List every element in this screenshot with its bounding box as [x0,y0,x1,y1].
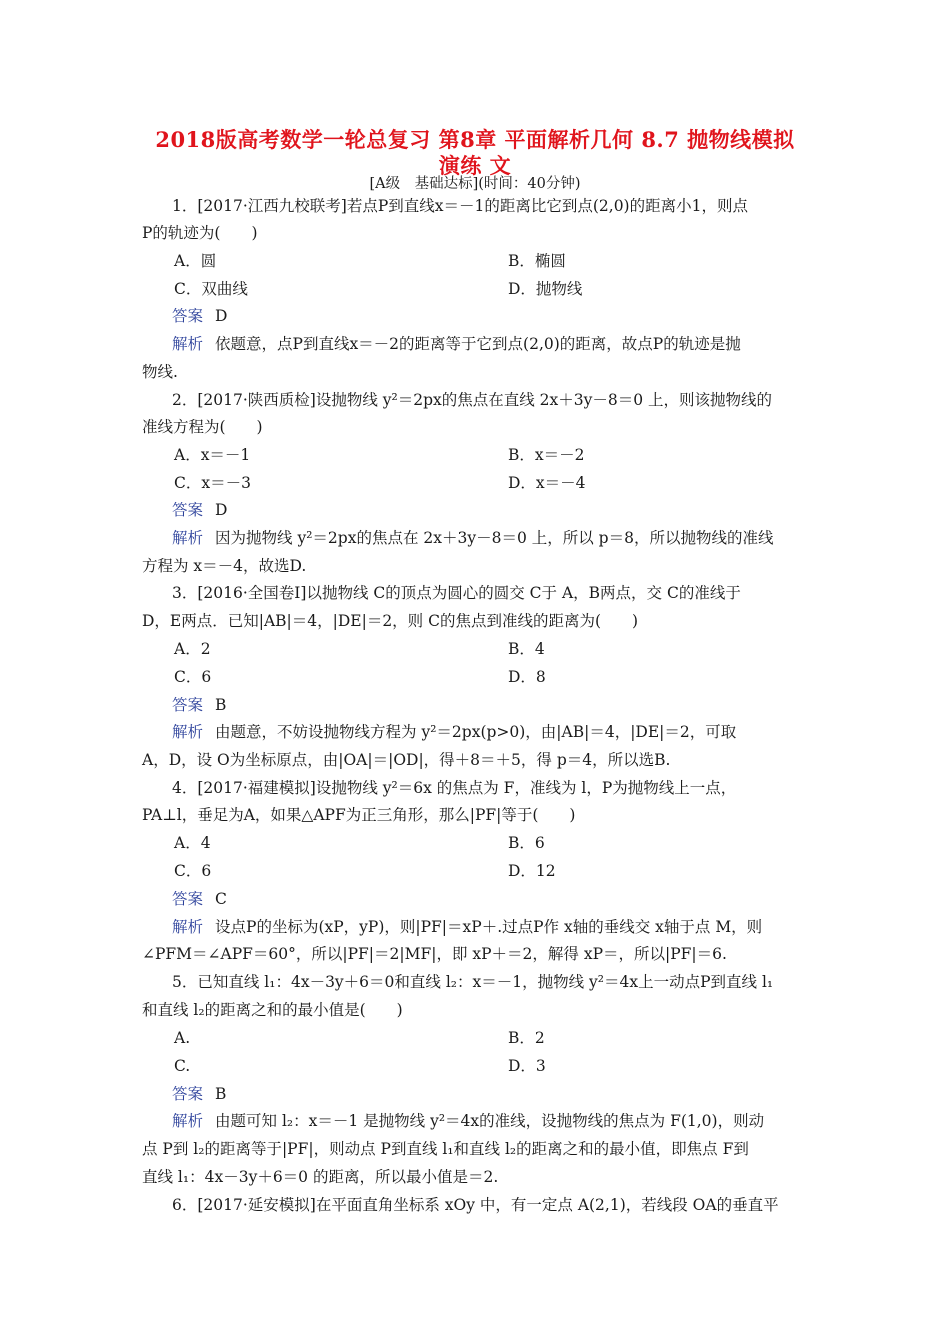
q1-stem-line1: 1．[2017·江西九校联考]若点P到直线x＝－1的距离比它到点(2,0)的距离小1，则点 [172,197,748,215]
section-subtitle: [A级 基础达标](时间：40分钟) [369,176,581,192]
q3-analysis-text1: 由题意，不妨设抛物线方程为 y²＝2px(p>0)，由|AB|＝4，|DE|＝2，可取 [215,723,737,741]
q5-option-c: C. [174,1057,191,1075]
q5-option-b: B．2 [508,1029,545,1047]
q5-stem-line2: 和直线 l₂的距离之和的最小值是( ) [142,1001,403,1019]
q1-option-d: D．抛物线 [508,280,583,298]
q4-stem-line2: PA⊥l，垂足为A，如果△APF为正三角形，那么|PF|等于( ) [142,806,576,824]
q3-analysis-line2: A，D，设 O为坐标原点，由|OA|＝|OD|，得＋8＝＋5，得 p＝4，所以选B. [142,751,671,769]
answer-tag: 答案 [172,501,204,519]
q1-option-c: C．双曲线 [174,280,248,298]
q3-option-c: C．6 [174,668,212,686]
q2-option-a: A．x＝－1 [174,446,251,464]
q3-option-d: D．8 [508,668,546,686]
q5-answer [172,1084,842,1104]
q6-stem-line1: 6．[2017·延安模拟]在平面直角坐标系 xOy 中，有一定点 A(2,1)，若线段 OA的垂直平 [172,1196,779,1214]
q3-stem-line1: 3．[2016·全国卷Ⅰ]以抛物线 C的顶点为圆心的圆交 C于 A，B两点，交 C的准线于 [172,584,741,602]
q1-analysis-line2: 物线. [142,363,178,381]
q4-answer [172,889,842,909]
analysis-tag: 解析 [172,918,204,936]
q4-analysis-line2: ∠PFM＝∠APF＝60°，所以|PF|＝2|MF|，即 xP＋＝2，解得 xP＝，所以|PF|＝6. [142,945,727,963]
q3-option-b: B．4 [508,640,545,658]
q3-stem-line2: D，E两点．已知|AB|＝4，|DE|＝2，则 C的焦点到准线的距离为( ) [142,612,639,630]
analysis-tag: 解析 [172,723,204,741]
q2-analysis-text1: 因为抛物线 y²＝2px的焦点在 2x＋3y－8＝0 上，所以 p＝8，所以抛物线的准线 [215,529,774,547]
q2-answer-value: D [215,501,228,519]
q3-option-a: A．2 [174,640,211,658]
q1-option-a: A．圆 [174,252,217,270]
q4-analysis-text1: 设点P的坐标为(xP，yP)，则|PF|＝xP＋.过点P作 x轴的垂线交 x轴于点 M，则 [215,918,763,936]
q4-option-a: A．4 [174,834,211,852]
q3-answer-value: B [215,696,227,714]
answer-tag: 答案 [172,307,204,325]
analysis-tag: 解析 [172,1112,204,1130]
q5-analysis-text1: 由题可知 l₂：x＝－1 是抛物线 y²＝4x的准线，设抛物线的焦点为 F(1,0)，则动 [215,1112,765,1130]
q5-analysis-line3: 直线 l₁：4x－3y＋6＝0 的距离，所以最小值是＝2. [142,1168,499,1186]
q3-analysis-line1 [172,722,842,742]
answer-tag: 答案 [172,696,204,714]
q2-stem-line1: 2．[2017·陕西质检]设抛物线 y²＝2px的焦点在直线 2x＋3y－8＝0 上，则该抛物线的 [172,391,773,409]
q1-answer-value: D [215,307,228,325]
q1-analysis-text1: 依题意，点P到直线x＝－2的距离等于它到点(2,0)的距离，故点P的轨迹是抛 [215,335,741,353]
q5-stem-line1: 5．已知直线 l₁：4x－3y＋6＝0和直线 l₂：x＝－1，抛物线 y²＝4x上一动点P到直线 l₁ [172,973,774,991]
q1-analysis-line1 [172,334,842,354]
q5-answer-value: B [215,1085,227,1103]
analysis-tag: 解析 [172,529,204,547]
q2-option-c: C．x＝－3 [174,474,251,492]
answer-tag: 答案 [172,1085,204,1103]
q4-option-d: D．12 [508,862,556,880]
q2-stem-line2: 准线方程为( ) [142,418,263,436]
q2-analysis-line1 [172,528,842,548]
q5-analysis-line1 [172,1111,842,1131]
q2-option-d: D．x＝－4 [508,474,586,492]
q4-analysis-line1 [172,917,842,937]
q4-answer-value: C [215,890,227,908]
q1-answer [172,306,842,326]
doc-title-line1: 2018版高考数学一轮总复习 第8章 平面解析几何 8.7 抛物线模拟 [155,127,795,152]
doc-title-line2: 演练 文 [438,153,512,178]
answer-tag: 答案 [172,890,204,908]
q2-answer [172,500,842,520]
q5-option-a: A. [174,1029,191,1047]
q4-option-b: B．6 [508,834,545,852]
q1-stem-line2: P的轨迹为( ) [142,224,258,242]
q3-answer [172,695,842,715]
q4-stem-line1: 4．[2017·福建模拟]设抛物线 y²＝6x 的焦点为 F，准线为 l，P为抛物线上一点， [172,779,737,797]
q2-option-b: B．x＝－2 [508,446,585,464]
q5-analysis-line2: 点 P到 l₂的距离等于|PF|，则动点 P到直线 l₁和直线 l₂的距离之和的最小值，即焦点 F到 [142,1140,749,1158]
q2-analysis-line2: 方程为 x＝－4，故选D. [142,557,307,575]
analysis-tag: 解析 [172,335,204,353]
q4-option-c: C．6 [174,862,212,880]
q1-option-b: B．椭圆 [508,252,566,270]
q5-option-d: D．3 [508,1057,546,1075]
